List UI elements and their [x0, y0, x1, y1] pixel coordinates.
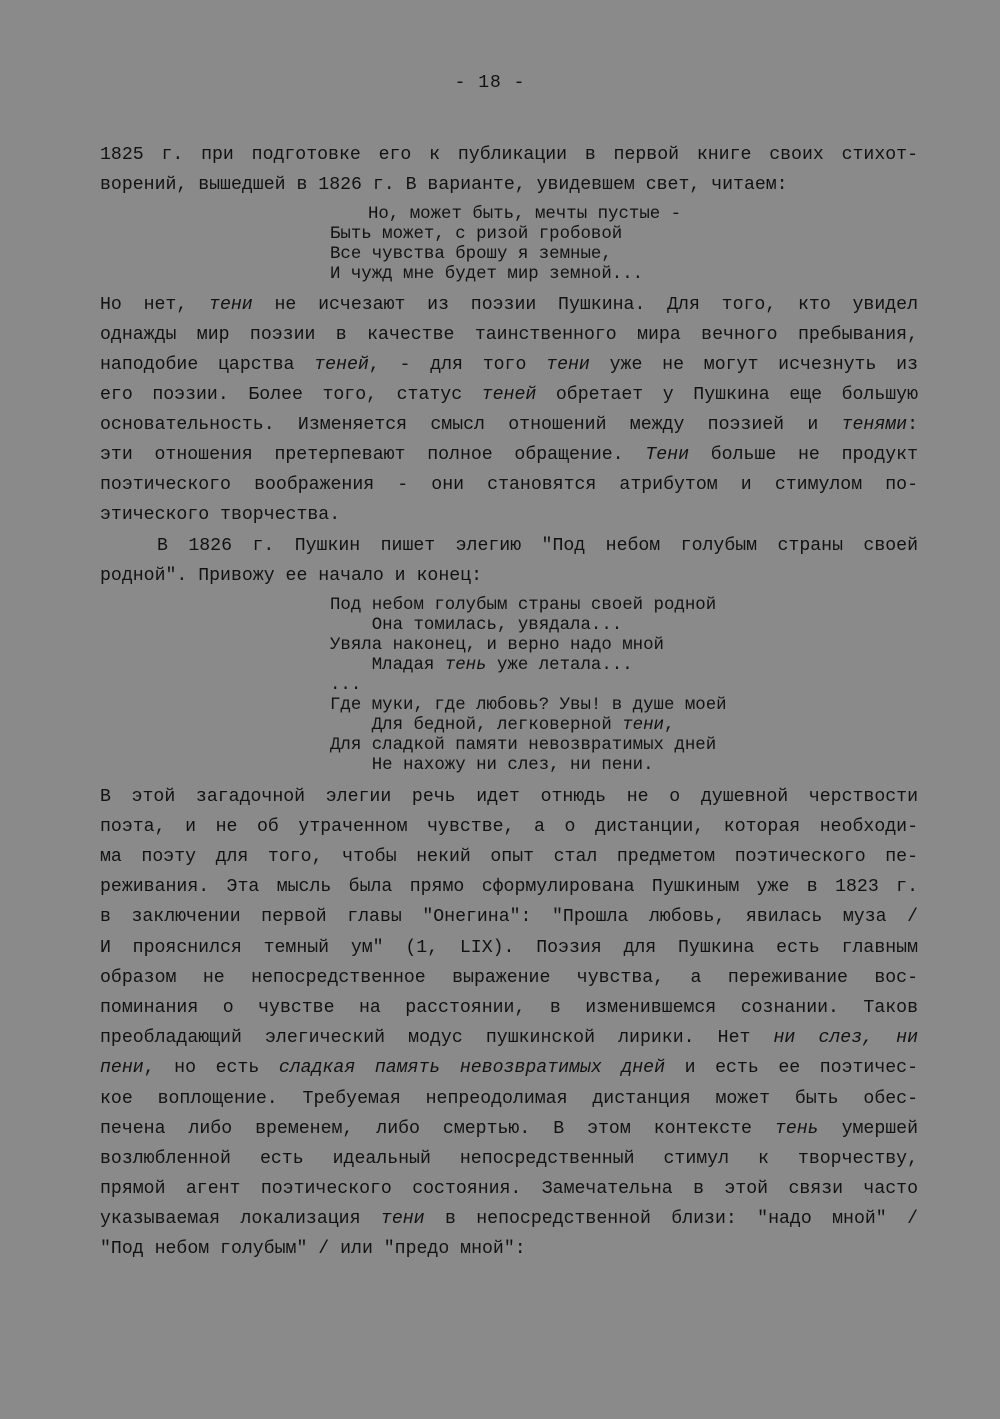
paragraph-2-line-3: наподобие царства теней, - для того тени уже не могут исчезнуть из	[100, 355, 918, 375]
paragraph-4-line-11: кое воплощение. Требуемая непреодолимая дистанция может быть обес-	[100, 1089, 918, 1109]
paragraph-4-line-6: И прояснился темный ум" (1, LIX). Поэзия для Пушкина есть главным	[100, 938, 918, 958]
paragraph-4-line-10: пени, но есть сладкая память невозвратимых дней и есть ее поэтичес-	[100, 1058, 918, 1078]
paragraph-4-line-14: прямой агент поэтического состояния. Замечательна в этой связи часто	[100, 1179, 918, 1199]
paragraph-2-line-1: Но нет, тени не исчезают из поэзии Пушкина. Для того, кто увидел	[100, 295, 918, 315]
paragraph-3-line-2: родной". Привожу ее начало и конец:	[100, 566, 482, 586]
paragraph-1-line-2: ворений, вышедшей в 1826 г. В варианте, увидевшем свет, читаем:	[100, 175, 788, 195]
paragraph-4-line-8: поминания о чувстве на расстоянии, в изменившемся сознании. Таков	[100, 998, 918, 1018]
paragraph-4-line-3: ма поэту для того, чтобы некий опыт стал предметом поэтического пе-	[100, 847, 918, 867]
paragraph-2-line-6: эти отношения претерпевают полное обращение. Тени больше не продукт	[100, 445, 918, 465]
paragraph-1-line-1: 1825 г. при подготовке его к публикации в первой книге своих стихот-	[100, 145, 918, 165]
verse-2-line-5: ...	[330, 676, 362, 695]
verse-2-line-4: Младая тень уже летала...	[330, 656, 633, 675]
paragraph-2-line-7: поэтического воображения - они становятся атрибутом и стимулом по-	[100, 475, 918, 495]
verse-1-line-3: Все чувства брошу я земные,	[330, 245, 612, 264]
paragraph-2-line-8: этического творчества.	[100, 505, 341, 525]
verse-1-line-1: Но, может быть, мечты пустые -	[368, 205, 682, 224]
verse-1-line-4: И чужд мне будет мир земной...	[330, 265, 644, 284]
verse-2-line-1: Под небом голубым страны своей родной	[330, 596, 717, 615]
paragraph-4-line-9: преобладающий элегический модус пушкинской лирики. Нет ни слез, ни	[100, 1028, 918, 1048]
paragraph-4-line-15: указываемая локализация тени в непосредственной близи: "надо мной" /	[100, 1209, 918, 1229]
verse-2-line-2: Она томилась, увядала...	[330, 616, 623, 635]
paragraph-3-line-1: В 1826 г. Пушкин пишет элегию "Под небом голубым страны своей	[157, 536, 918, 556]
paragraph-4-line-7: образом не непосредственное выражение чувства, а переживание вос-	[100, 968, 918, 988]
paragraph-4-line-2: поэта, и не об утраченном чувстве, а о дистанции, которая необходи-	[100, 817, 918, 837]
paragraph-4-line-13: возлюбленной есть идеальный непосредственный стимул к творчеству,	[100, 1149, 918, 1169]
paragraph-2-line-4: его поэзии. Более того, статус теней обретает у Пушкина еще большую	[100, 385, 919, 405]
paragraph-2-line-5: основательность. Изменяется смысл отношений между поэзией и тенями:	[100, 415, 918, 435]
paragraph-2-line-2: однажды мир поэзии в качестве таинственного мира вечного пребывания,	[100, 325, 918, 345]
page-number: - 18 -	[454, 73, 526, 93]
verse-2-line-3: Увяла наконец, и верно надо мной	[330, 636, 664, 655]
verse-2-line-6: Где муки, где любовь? Увы! в душе моей	[330, 696, 727, 715]
paragraph-4-line-12: печена либо временем, либо смертью. В этом контексте тень умершей	[100, 1119, 918, 1139]
paragraph-4-line-4: реживания. Эта мысль была прямо сформулирована Пушкиным уже в 1823 г.	[100, 877, 918, 897]
verse-1-line-2: Быть может, с ризой гробовой	[330, 225, 623, 244]
paragraph-4-line-16: "Под небом голубым" / или "предо мной":	[100, 1239, 526, 1259]
paragraph-4-line-1: В этой загадочной элегии речь идет отнюдь не о душевной черствости	[100, 787, 918, 807]
paragraph-4-line-5: в заключении первой главы "Онегина": "Прошла любовь, явилась муза /	[100, 907, 918, 927]
verse-2-line-7: Для бедной, легковерной тени,	[330, 716, 675, 735]
verse-2-line-9: Не нахожу ни слез, ни пени.	[330, 756, 654, 775]
verse-2-line-8: Для сладкой памяти невозвратимых дней	[330, 736, 717, 755]
